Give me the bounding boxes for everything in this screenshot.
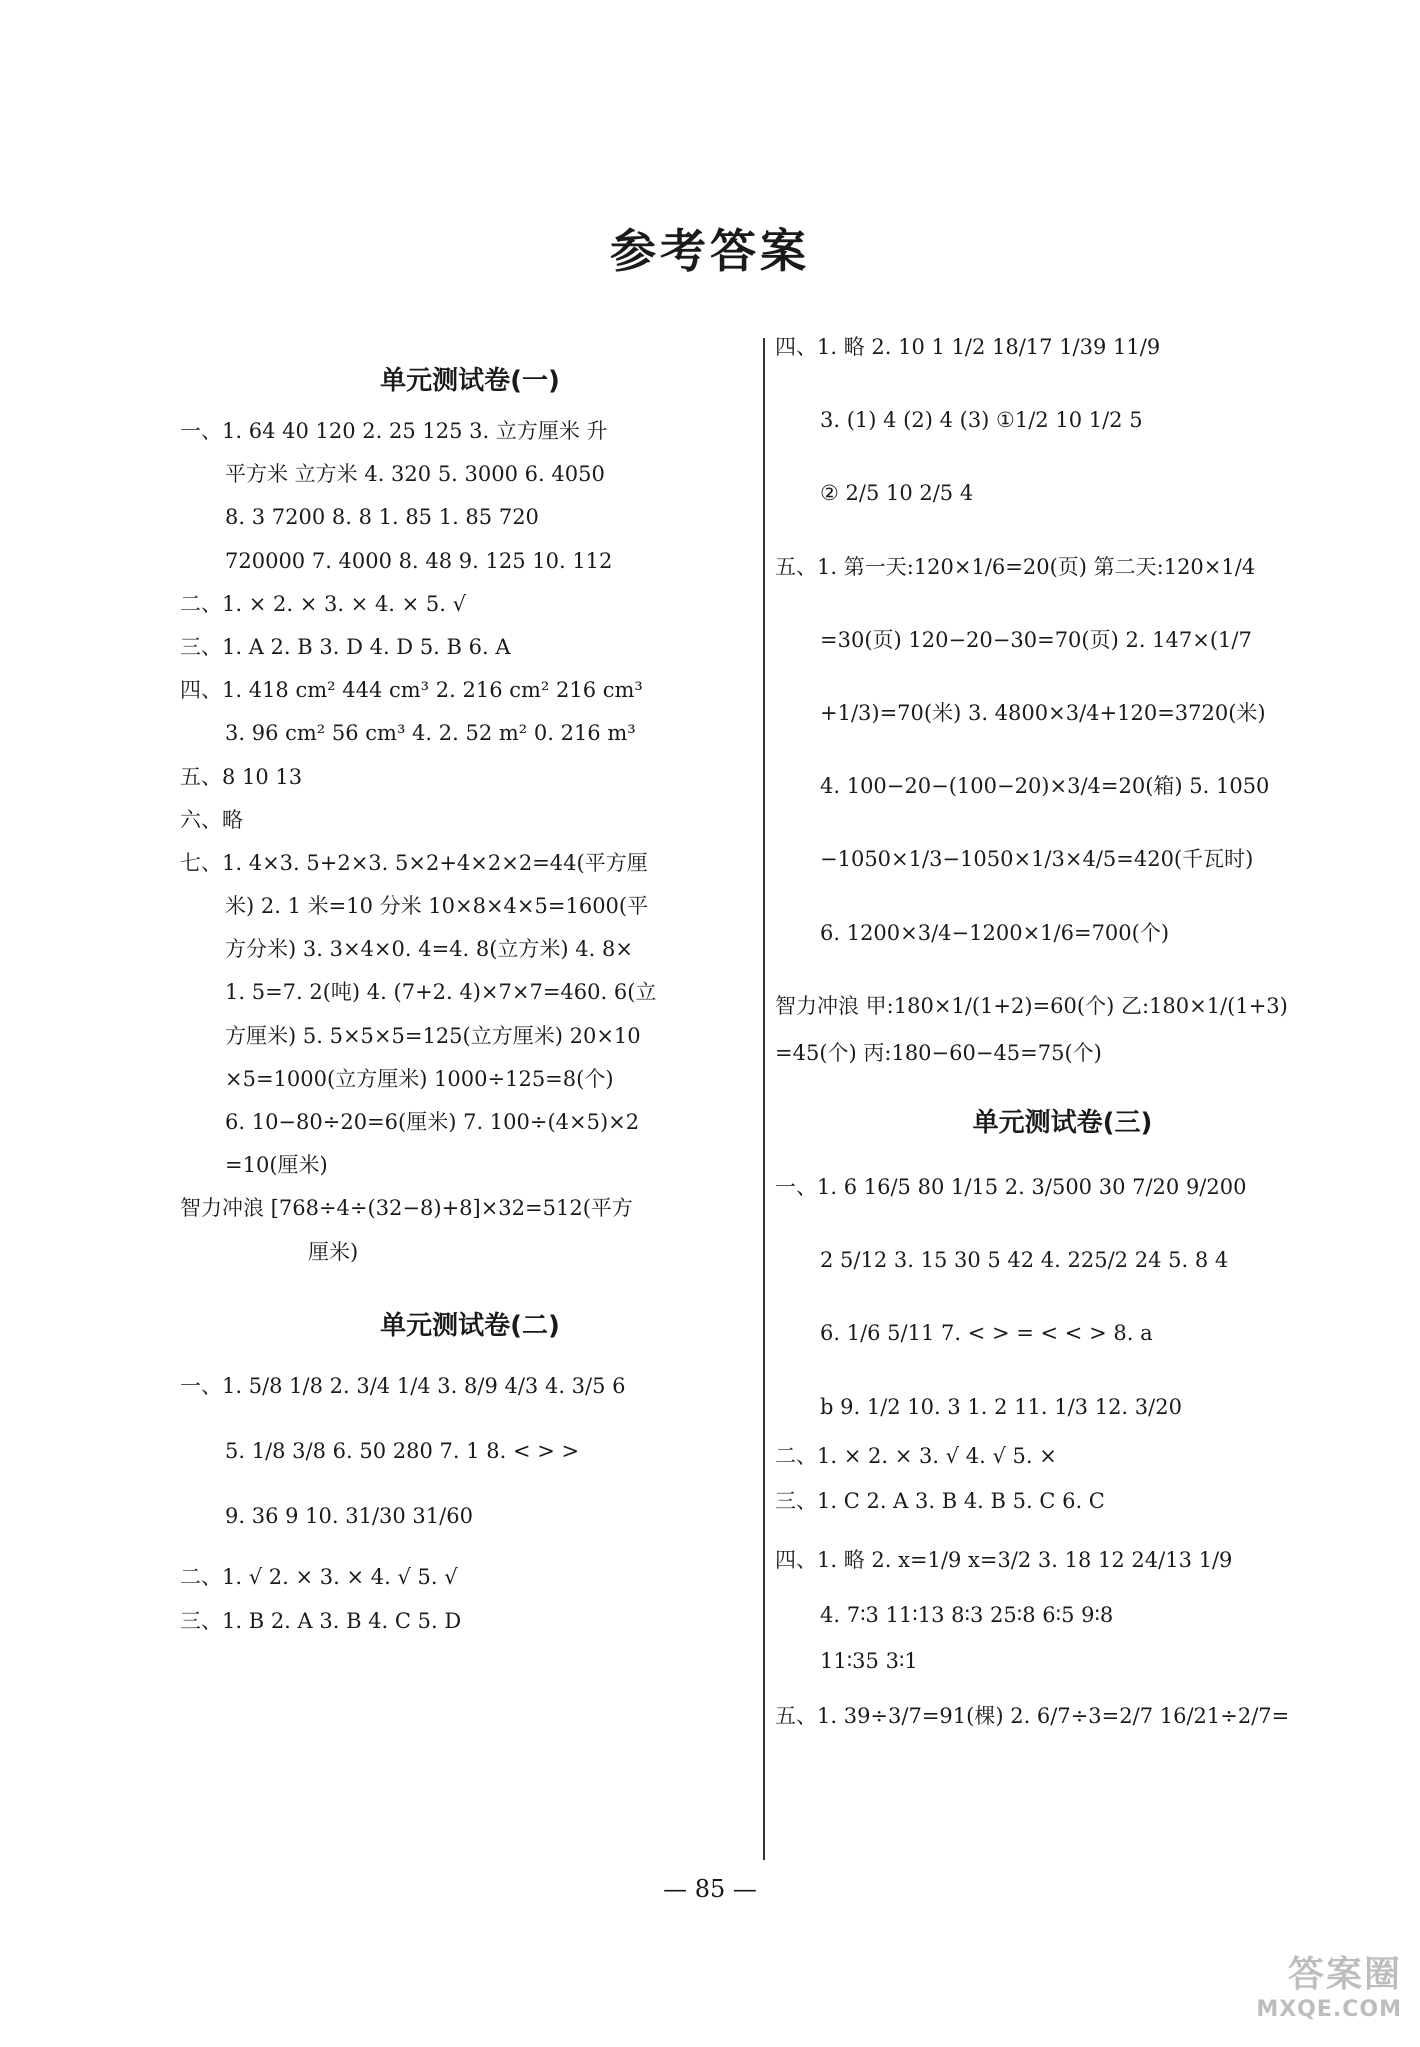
watermark-text: 答案圈 xyxy=(1287,1954,1402,1995)
answer-line: 2 5/12 3. 15 30 5 42 4. 225/2 24 5. 8 4 xyxy=(820,1248,1229,1273)
answer-line: 六、略 xyxy=(180,807,243,832)
answer-line: 11∶35 3∶1 xyxy=(820,1648,918,1673)
answer-line: 5. 1/8 3/8 6. 50 280 7. 1 8. < > > xyxy=(225,1438,580,1463)
answer-line: 五、8 10 13 xyxy=(180,764,303,789)
answer-line: ×5=1000(立方厘米) 1000÷125=8(个) xyxy=(225,1066,614,1091)
answer-line: 720000 7. 4000 8. 48 9. 125 10. 112 xyxy=(225,548,613,573)
page-number: — 85 — xyxy=(663,1875,757,1903)
answer-line: b 9. 1/2 10. 3 1. 2 11. 1/3 12. 3/20 xyxy=(820,1394,1182,1419)
answer-line: 三、1. C 2. A 3. B 4. B 5. C 6. C xyxy=(775,1489,1105,1513)
answer-line: 1. 5=7. 2(吨) 4. (7+2. 4)×7×7=460. 6(立 xyxy=(225,980,657,1005)
answer-line: 三、1. B 2. A 3. B 4. C 5. D xyxy=(180,1608,462,1633)
answer-line: 一、1. 6 16/5 80 1/15 2. 3/500 30 7/20 9/200 xyxy=(775,1175,1247,1200)
answer-line: 6. 10−80÷20=6(厘米) 7. 100÷(4×5)×2 xyxy=(225,1110,640,1134)
answer-line: +1/3)=70(米) 3. 4800×3/4+120=3720(米) xyxy=(820,700,1266,725)
answer-line: 6. 1200×3/4−1200×1/6=700(个) xyxy=(820,920,1170,945)
answer-line: 二、1. × 2. × 3. × 4. × 5. √ xyxy=(180,591,467,616)
answer-line: 二、1. √ 2. × 3. × 4. √ 5. √ xyxy=(180,1565,458,1590)
page-title: 参考答案 xyxy=(610,224,810,278)
section-title-test-2: 单元测试卷(二) xyxy=(380,1310,560,1341)
section-title-test-1: 单元测试卷(一) xyxy=(380,366,560,396)
answer-line: −1050×1/3−1050×1/3×4/5=420(千瓦时) xyxy=(820,847,1254,872)
answer-line: 四、1. 418 cm² 444 cm³ 2. 216 cm² 216 cm³ xyxy=(180,678,643,703)
answer-line: =30(页) 120−20−30=70(页) 2. 147×(1/7 xyxy=(820,627,1252,652)
answer-line: 二、1. × 2. × 3. √ 4. √ 5. × xyxy=(775,1443,1057,1468)
answer-line: 6. 1/6 5/11 7. < > = < < > 8. a xyxy=(820,1321,1153,1346)
answer-line: 三、1. A 2. B 3. D 4. D 5. B 6. A xyxy=(180,634,511,659)
answer-line: 智力冲浪 甲:180×1/(1+2)=60(个) 乙:180×1/(1+3) xyxy=(775,993,1288,1018)
answer-line: 一、1. 64 40 120 2. 25 125 3. 立方厘米 升 xyxy=(180,419,608,443)
answer-line: 五、1. 39÷3/7=91(棵) 2. 6/7÷3=2/7 16/21÷2/7= xyxy=(775,1703,1290,1728)
answer-line: ② 2/5 10 2/5 4 xyxy=(820,481,974,506)
answer-line: 米) 2. 1 米=10 分米 10×8×4×5=1600(平 xyxy=(225,894,649,919)
answer-line: 智力冲浪 [768÷4÷(32−8)+8]×32=512(平方 xyxy=(180,1196,633,1221)
answer-line: 3. 96 cm² 56 cm³ 4. 2. 52 m² 0. 216 m³ xyxy=(225,721,636,746)
watermark-logo xyxy=(1232,1954,1402,2035)
left-column xyxy=(180,360,760,1634)
answer-line: 3. (1) 4 (2) 4 (3) ①1/2 10 1/2 5 xyxy=(820,408,1143,433)
answer-line: =45(个) 丙:180−60−45=75(个) xyxy=(775,1040,1102,1065)
answer-line: 四、1. 略 2. x=1/9 x=3/2 3. 18 12 24/13 1/9 xyxy=(775,1548,1233,1573)
answer-line: 9. 36 9 10. 31/30 31/60 xyxy=(225,1504,473,1529)
answer-line: =10(厘米) xyxy=(225,1153,328,1178)
section-title-test-3: 单元测试卷(三) xyxy=(972,1108,1153,1139)
answer-line: 厘米) xyxy=(308,1239,359,1264)
answer-line: 方厘米) 5. 5×5×5=125(立方厘米) 20×10 xyxy=(225,1023,641,1048)
answer-line: 七、1. 4×3. 5+2×3. 5×2+4×2×2=44(平方厘 xyxy=(180,850,648,875)
right-column xyxy=(775,335,1350,1729)
answer-line: 平方米 立方米 4. 320 5. 3000 6. 4050 xyxy=(225,462,605,487)
answer-line: 四、1. 略 2. 10 1 1/2 18/17 1/39 11/9 xyxy=(775,335,1161,359)
answer-line: 方分米) 3. 3×4×0. 4=4. 8(立方米) 4. 8× xyxy=(225,937,633,962)
answer-line: 4. 7∶3 11∶13 8∶3 25∶8 6∶5 9∶8 xyxy=(820,1603,1114,1628)
watermark-url: MXQE.COM xyxy=(1256,1997,1402,2022)
answer-line: 一、1. 5/8 1/8 2. 3/4 1/4 3. 8/9 4/3 4. 3/5 6 xyxy=(180,1373,626,1398)
answer-line: 4. 100−20−(100−20)×3/4=20(箱) 5. 1050 xyxy=(820,774,1270,799)
answer-line: 五、1. 第一天:120×1/6=20(页) 第二天:120×1/4 xyxy=(775,554,1256,579)
answer-line: 8. 3 7200 8. 8 1. 85 1. 85 720 xyxy=(225,505,539,530)
column-divider xyxy=(763,338,765,1860)
